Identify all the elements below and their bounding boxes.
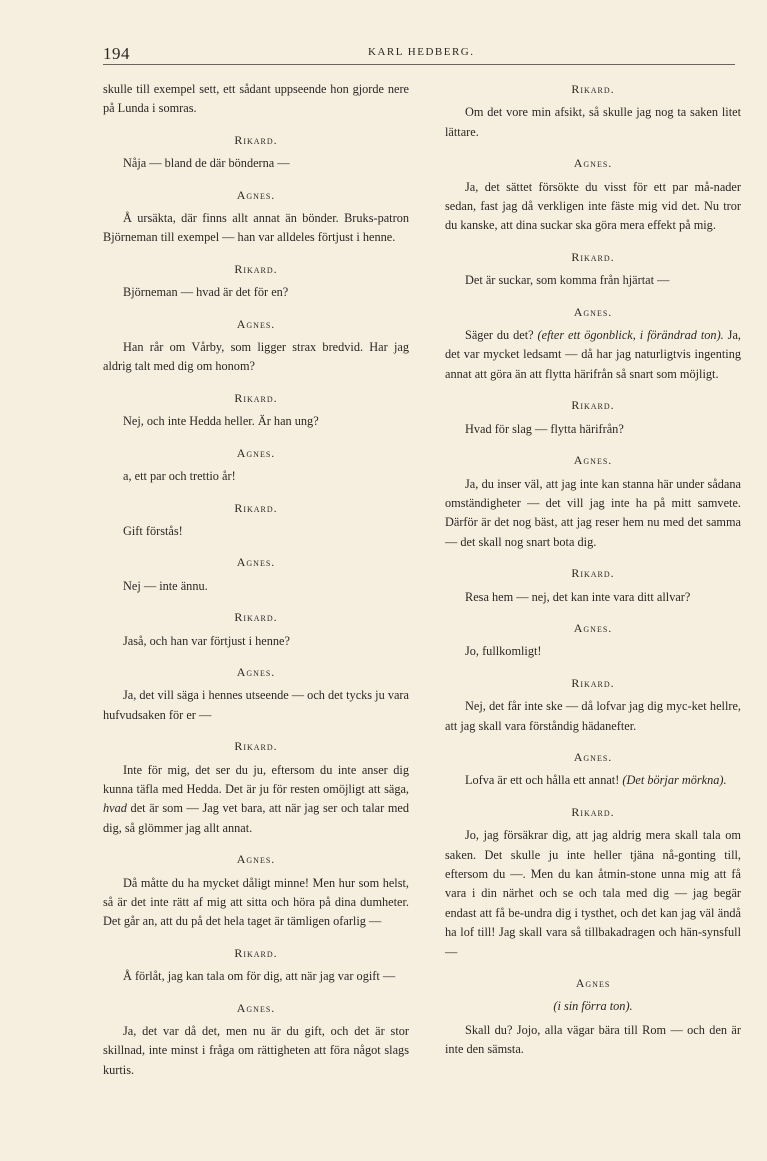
- dialogue-line: Det är suckar, som komma från hjärtat —: [465, 273, 670, 288]
- speaker-name: Agnes.: [236, 664, 276, 679]
- dialogue-line: Gift förstås!: [123, 523, 183, 538]
- dialogue-line: skulle till exempel sett, ett sådant uppseende hon gjorde nere på Lunda i somras.: [103, 82, 409, 116]
- speaker-name: Agnes.: [573, 156, 613, 171]
- speaker-name: Agnes.: [573, 453, 613, 468]
- dialogue-line: Han rår om Vårby, som ligger strax bredvid. Har jag aldrig talt med dig om honom?: [103, 340, 409, 374]
- dialogue-line: Ja, det vill säga i hennes utseende — och det tycks ju vara hufvudsaken för er —: [103, 688, 409, 722]
- emphasis-text: hvad: [103, 801, 127, 816]
- speaker-name: Rikard.: [234, 132, 278, 147]
- speaker-name: Rikard.: [234, 390, 278, 405]
- dialogue-line: Ja, det sättet försökte du visst för ett par må-nader sedan, fast jag då verkligen inte fäste mig vid det. Nu tror du kanske, att dina suckar ska göra mera effekt på mig.: [445, 179, 741, 233]
- speaker-name: Rikard.: [571, 82, 615, 96]
- dialogue-line: Jaså, och han var förtjust i henne?: [123, 633, 290, 648]
- speaker-name: Agnes.: [236, 316, 276, 331]
- dialogue-line: Nåja — bland de där bönderna —: [123, 156, 290, 171]
- speaker-name: Rikard.: [571, 398, 615, 413]
- dialogue-line: Ja, det var då det, men nu är du gift, och det är stor skillnad, inte minst i fråga om rättigheten att föra något slags kurtis.: [103, 1024, 409, 1077]
- speaker-name: Rikard.: [234, 945, 278, 960]
- dialogue-line: a, ett par och trettio år!: [123, 469, 236, 484]
- speaker-name: Rikard.: [571, 249, 615, 264]
- dialogue-text: Inte för mig, det ser du ju, eftersom du inte anser dig kunna täfla med Hedda. Det är ju för resten omöjligt att säga,: [103, 762, 409, 796]
- speaker-name: Agnes.: [573, 620, 613, 635]
- speaker-name: Rikard.: [234, 261, 278, 276]
- dialogue-line: Skall du? Jojo, alla vägar bära till Rom — och den är inte den sämsta.: [445, 1022, 741, 1057]
- speaker-name: Agnes.: [236, 445, 276, 460]
- dialogue-text: Ja, det var mycket ledsamt — då har jag naturligtvis ingenting annat att göra än att flytta härifrån så snart som möjligt.: [445, 328, 741, 381]
- dialogue-text: det är som — Jag vet bara, att när jag ser och talar med dig, så glömmer jag allt annat.: [103, 801, 409, 835]
- speaker-name: Rikard.: [234, 610, 278, 625]
- dialogue-line: [103, 761, 409, 839]
- dialogue-line: Å förlåt, jag kan tala om för dig, att när jag var ogift —: [123, 969, 396, 984]
- speaker-name: Rikard.: [234, 739, 278, 754]
- speaker-name: Agnes.: [573, 749, 613, 764]
- dialogue-line: Jo, jag försäkrar dig, att jag aldrig mera skall tala om saken. Det skulle ju inte heller tjäna nå-gonting till, eftersom du —. Men du kan åtmin-stone unna mig att få vara i din närhet och se och tala med dig — jag begär endast att få be-undra dig i tysthet, och det kan jag väl ändå ha lof till! Jag skall vara så tillbakadragen och hän-synsfull —: [445, 828, 741, 959]
- speaker-name: Rikard.: [234, 500, 278, 515]
- speaker-name: Rikard.: [571, 566, 615, 581]
- dialogue-line: Nej, det får inte ske — då lofvar jag dig myc-ket hellre, att jag skall vara förståndig hädanefter.: [445, 699, 741, 733]
- dialogue-line: Nej, och inte Hedda heller. Är han ung?: [123, 414, 319, 429]
- speaker-name: Agnes.: [236, 555, 276, 570]
- right-column: [445, 80, 741, 1060]
- dialogue-line: [445, 326, 741, 384]
- stage-direction: (i sin förra ton).: [553, 999, 633, 1014]
- dialogue-text: Säger du det?: [465, 328, 538, 343]
- dialogue-line: Då måtte du ha mycket dåligt minne! Men hur som helst, så är det inte rätt af mig att sitta och höra på dina dumheter. Det går an, att du på det hela taget är tämligen ofarlig —: [103, 875, 409, 929]
- left-column: [103, 80, 409, 1080]
- running-head: KARL HEDBERG.: [368, 46, 475, 58]
- dialogue-line: Jo, fullkomligt!: [465, 644, 542, 659]
- speaker-name: Rikard.: [571, 804, 615, 819]
- dialogue-line: [445, 771, 741, 790]
- speaker-name: Agnes.: [236, 1000, 276, 1015]
- emphasis-text: (efter ett ögonblick, i förändrad ton).: [537, 328, 724, 343]
- speaker-name: Agnes.: [236, 187, 276, 202]
- dialogue-line: Björneman — hvad är det för en?: [123, 285, 289, 300]
- speaker-name: Agnes: [575, 976, 611, 991]
- page-number: 194: [103, 44, 130, 63]
- dialogue-text: Lofva är ett och hålla ett annat!: [465, 773, 623, 788]
- speaker-name: Agnes.: [573, 304, 613, 319]
- dialogue-line: Resa hem — nej, det kan inte vara ditt allvar?: [465, 589, 691, 604]
- dialogue-line: Å ursäkta, där finns allt annat än bönder. Bruks-patron Björneman till exempel — han var alldeles förtjust i henne.: [103, 211, 409, 245]
- speaker-name: Agnes.: [236, 852, 276, 867]
- header-rule: [103, 64, 735, 65]
- dialogue-line: Om det vore min afsikt, så skulle jag nog ta saken litet lättare.: [445, 105, 741, 139]
- dialogue-line: Nej — inte ännu.: [123, 578, 208, 593]
- dialogue-line: Hvad för slag — flytta härifrån?: [465, 421, 624, 436]
- speaker-name: Rikard.: [571, 675, 615, 690]
- emphasis-text: (Det börjar mörkna).: [622, 773, 727, 788]
- dialogue-line: Ja, du inser väl, att jag inte kan stanna här under sådana omständigheter — det vill jag inte ha på mitt samvete. Därför är det nog bäst, att jag reser hem nu med det samma — det skall nog snart bota dig.: [445, 476, 741, 549]
